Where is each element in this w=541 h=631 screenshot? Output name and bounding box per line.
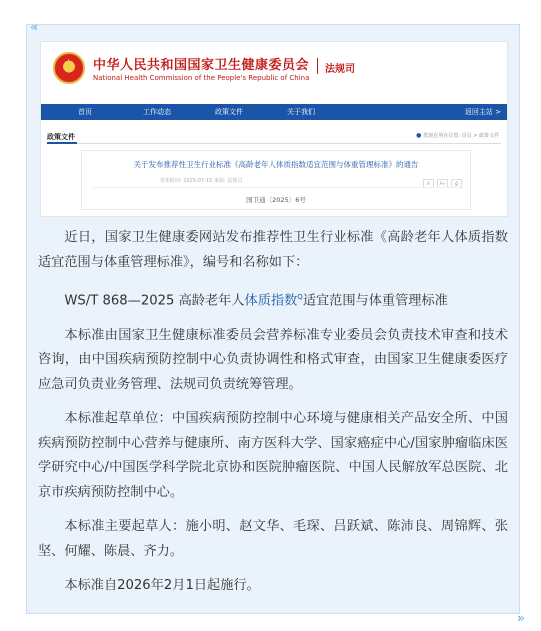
divider [317, 58, 318, 74]
document-number: 国卫通〔2025〕6号 [246, 196, 306, 204]
print-icon[interactable]: ⎙ [451, 179, 462, 188]
masthead [41, 42, 507, 98]
section-accent [47, 142, 77, 144]
divider [47, 143, 501, 144]
review-paragraph: 本标准由国家卫生健康标准委员会营养标准专业委员会负责技术审查和技术咨询，由中国疾病预防控制中心负责协调性和格式审查，由国家卫生健康委医疗应急司负责业务管理、法规司负责统筹管理。 [38, 327, 508, 392]
national-emblem-icon [53, 52, 85, 84]
nav-item-policy[interactable]: 政策文件 [215, 108, 243, 116]
effective-date-paragraph: 本标准自2026年2月1日起施行。 [64, 578, 260, 594]
nav-bar [41, 104, 507, 120]
org-name-en: National Health Commission of the People's Republic of China [93, 74, 310, 82]
org-name-cn: 中华人民共和国国家卫生健康委员会 [93, 58, 310, 73]
back-to-main-link[interactable]: 返回主站 > [464, 108, 501, 116]
nav-item-work[interactable]: 工作动态 [143, 108, 171, 116]
department-name: 法规司 [325, 64, 355, 75]
divider [92, 187, 460, 188]
search-icon[interactable]: Q [297, 293, 303, 301]
location-pin-icon: ● [416, 132, 422, 139]
font-size-button[interactable]: A [423, 179, 434, 188]
font-increase-button[interactable]: A+ [437, 179, 448, 188]
intro-paragraph: 近日，国家卫生健康委网站发布推荐性卫生行业标准《高龄老年人体质指数适宜范围与体重管理标准》，编号和名称如下： [38, 230, 508, 270]
double-chevron-icon: «‹ [30, 20, 35, 34]
nav-item-about[interactable]: 关于我们 [287, 108, 315, 116]
drafters-paragraph: 本标准主要起草人：施小明、赵文华、毛琛、吕跃斌、陈沛良、周锦辉、张坚、何耀、陈晨、齐力。 [38, 519, 508, 559]
article-header [81, 150, 471, 210]
standard-line: WS/T 868—2025 高龄老年人体质指数$^Q$适宜范围与体重管理标准 [64, 293, 448, 309]
embedded-page-screenshot [40, 41, 508, 217]
article-title: 关于发布推荐性卫生行业标准《高龄老年人体质指数适宜范围与体重管理标准》的通告 [133, 160, 419, 169]
section-title: 政策文件 [47, 133, 75, 141]
article-meta: 发布时间: 2025-07-15 来源: 法规司 [160, 178, 243, 184]
keyword-link[interactable]: 体质指数 [244, 293, 298, 309]
double-chevron-icon: ›» [516, 611, 521, 625]
article-body [38, 226, 508, 609]
drafting-units-paragraph: 本标准起草单位：中国疾病预防控制中心环境与健康相关产品安全所、中国疾病预防控制中心营养与健康所、南方医科大学、国家癌症中心/国家肿瘤临床医学研究中心/中国医学科学院北京协和医院肿瘤医院、中国人民解放军总医院、北京市疾病预防控制中心。 [38, 411, 508, 500]
nav-item-home[interactable]: 首页 [78, 108, 92, 116]
breadcrumb: ● 您现在所在位置: 首页 > 政策文件 [416, 132, 499, 139]
